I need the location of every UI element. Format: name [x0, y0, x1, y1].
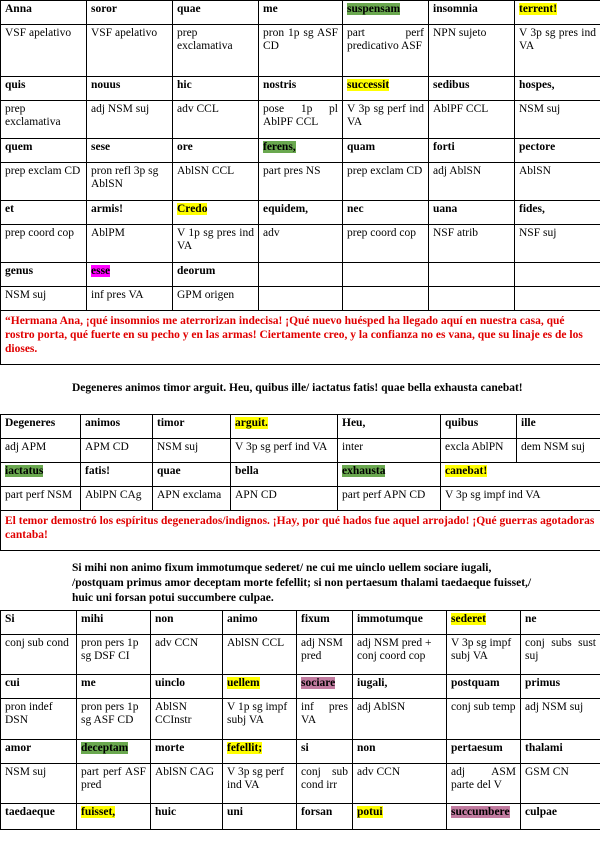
word-cell: fefellit; [223, 739, 297, 763]
analysis-cell: dem NSM suj [517, 439, 600, 463]
analysis-cell: adv CCN [353, 763, 447, 803]
word-cell: arguit. [231, 415, 338, 439]
word-cell: hic [173, 77, 259, 101]
analysis-cell: adj NSM pred [297, 635, 353, 675]
analysis-table-3 [0, 610, 600, 830]
table-row [1, 139, 600, 163]
analysis-cell: prep coord cop [343, 225, 429, 263]
word-cell: iactatus [1, 463, 81, 487]
word-cell: postquam [447, 675, 521, 699]
word-cell: uana [429, 201, 515, 225]
analysis-cell: VSF apelativo [1, 25, 87, 77]
table-row [1, 201, 600, 225]
analysis-cell: pron indef DSN [1, 699, 77, 739]
word-cell: ore [173, 139, 259, 163]
word-cell: quae [173, 1, 259, 25]
word-cell: Credo [173, 201, 259, 225]
word-cell: insomnia [429, 1, 515, 25]
analysis-cell: APN exclama [153, 487, 231, 511]
empty-cell [259, 263, 343, 287]
analysis-cell: AblSN CAG [151, 763, 223, 803]
table-row [1, 463, 600, 487]
word-cell: thalami [521, 739, 600, 763]
word-cell: primus [521, 675, 600, 699]
analysis-cell: adj ASM parte del V [447, 763, 521, 803]
word-cell: me [259, 1, 343, 25]
word-cell: et [1, 201, 87, 225]
word-cell: iugali, [353, 675, 447, 699]
word-cell: culpae [521, 803, 600, 829]
word-cell: sese [87, 139, 173, 163]
analysis-cell: adj AblSN [353, 699, 447, 739]
word-cell: huic [151, 803, 223, 829]
word-cell: amor [1, 739, 77, 763]
analysis-cell: AblSN CCL [223, 635, 297, 675]
word-cell: taedaeque [1, 803, 77, 829]
word-cell: terrent! [515, 1, 600, 25]
word-cell: fixum [297, 611, 353, 635]
analysis-cell: GSM CN [521, 763, 600, 803]
analysis-cell: prep exclamativa [173, 25, 259, 77]
word-cell: quis [1, 77, 87, 101]
word-cell: hospes, [515, 77, 600, 101]
word-cell: Si [1, 611, 77, 635]
table-row [1, 101, 600, 139]
word-cell: animos [81, 415, 153, 439]
latin-passage: Degeneres animos timor arguit. Heu, quibus ille/ iactatus fatis! quae bella exhausta canebat! [72, 382, 523, 394]
word-cell: equidem, [259, 201, 343, 225]
word-cell: cui [1, 675, 77, 699]
word-cell: genus [1, 263, 87, 287]
empty-cell [343, 287, 429, 311]
word-cell: animo [223, 611, 297, 635]
table-row [1, 163, 600, 201]
analysis-cell: adj NSM suj [87, 101, 173, 139]
table-row [1, 25, 600, 77]
analysis-cell: conj sub cond [1, 635, 77, 675]
word-cell: exhausta [338, 463, 441, 487]
empty-cell [259, 287, 343, 311]
analysis-cell: prep exclam CD [1, 163, 87, 201]
analysis-cell: AblPF CCL [429, 101, 515, 139]
analysis-cell: V 3p sg impf subj VA [447, 635, 521, 675]
table-row [1, 763, 600, 803]
word-cell: sederet [447, 611, 521, 635]
word-cell: quem [1, 139, 87, 163]
analysis-cell: NPN sujeto [429, 25, 515, 77]
empty-cell [429, 287, 515, 311]
analysis-table-1 [0, 0, 600, 365]
word-cell: canebat! [441, 463, 600, 487]
word-cell: suspensam [343, 1, 429, 25]
table-row [1, 635, 600, 675]
analysis-cell: adv [259, 225, 343, 263]
table-row [1, 77, 600, 101]
analysis-cell: conj sub temp [447, 699, 521, 739]
analysis-cell: V 3p sg pres ind VA [515, 25, 600, 77]
word-cell: bella [231, 463, 338, 487]
table-row [1, 675, 600, 699]
table-row [1, 415, 600, 439]
word-cell: sociare [297, 675, 353, 699]
word-cell: uni [223, 803, 297, 829]
word-cell: soror [87, 1, 173, 25]
word-cell: uinclo [151, 675, 223, 699]
translation-text: El temor demostró los espíritus degenerados/indignos. ¡Hay, por qué hados fue aquel arrojado! ¡Qué guerras agotadoras cantaba! [1, 511, 600, 551]
analysis-cell: AblPM [87, 225, 173, 263]
analysis-cell: adj APM [1, 439, 81, 463]
analysis-cell: part perf predicativo ASF [343, 25, 429, 77]
table-row [1, 739, 600, 763]
analysis-cell: adv CCL [173, 101, 259, 139]
analysis-cell: V 3p sg impf ind VA [441, 487, 600, 511]
word-cell: forsan [297, 803, 353, 829]
analysis-cell: NSM suj [1, 763, 77, 803]
analysis-cell: conj sub cond irr [297, 763, 353, 803]
analysis-cell: excla AblPN [441, 439, 517, 463]
word-cell: quam [343, 139, 429, 163]
analysis-cell: part perf NSM [1, 487, 81, 511]
analysis-cell: pron refl 3p sg AblSN [87, 163, 173, 201]
word-cell: ferens, [259, 139, 343, 163]
analysis-cell: APN CD [231, 487, 338, 511]
analysis-cell: pose 1p pl AblPF CCL [259, 101, 343, 139]
analysis-cell: inter [338, 439, 441, 463]
word-cell: uellem [223, 675, 297, 699]
analysis-cell: adj AblSN [429, 163, 515, 201]
word-cell: ne [521, 611, 600, 635]
translation-row [1, 311, 600, 365]
analysis-cell: AblSN CCInstr [151, 699, 223, 739]
translation-row [1, 511, 600, 551]
analysis-cell: APM CD [81, 439, 153, 463]
word-cell: mihi [77, 611, 151, 635]
word-cell: fides, [515, 201, 600, 225]
analysis-cell: part perf APN CD [338, 487, 441, 511]
table-row [1, 611, 600, 635]
analysis-cell: AblPN CAg [81, 487, 153, 511]
analysis-cell: adv CCN [151, 635, 223, 675]
table-row [1, 699, 600, 739]
table-row [1, 803, 600, 829]
analysis-cell: pron pers 1p sg ASF CD [77, 699, 151, 739]
analysis-cell: V 3p sg perf ind VA [343, 101, 429, 139]
analysis-cell: conj subs sust suj [521, 635, 600, 675]
word-cell: ille [517, 415, 600, 439]
empty-cell [515, 263, 600, 287]
analysis-cell: pron 1p sg ASF CD [259, 25, 343, 77]
analysis-cell: NSM suj [515, 101, 600, 139]
analysis-cell: prep exclamativa [1, 101, 87, 139]
word-cell: nostris [259, 77, 343, 101]
word-cell: pertaesum [447, 739, 521, 763]
empty-cell [343, 263, 429, 287]
analysis-cell: V 1p sg impf subj VA [223, 699, 297, 739]
table-row [1, 287, 600, 311]
analysis-cell: prep exclam CD [343, 163, 429, 201]
table-row [1, 1, 600, 25]
table-row [1, 263, 600, 287]
analysis-cell: inf pres VA [297, 699, 353, 739]
word-cell: fatis! [81, 463, 153, 487]
analysis-table-2 [0, 414, 600, 551]
table-row [1, 487, 600, 511]
word-cell: Heu, [338, 415, 441, 439]
word-cell: esse [87, 263, 173, 287]
analysis-cell: VSF apelativo [87, 25, 173, 77]
word-cell: quibus [441, 415, 517, 439]
analysis-cell: part perf ASF pred [77, 763, 151, 803]
analysis-cell: adj NSM pred + conj coord cop [353, 635, 447, 675]
word-cell: Anna [1, 1, 87, 25]
analysis-cell: NSM suj [153, 439, 231, 463]
word-cell: nouus [87, 77, 173, 101]
word-cell: fuisset, [77, 803, 151, 829]
word-cell: armis! [87, 201, 173, 225]
word-cell: non [151, 611, 223, 635]
empty-cell [515, 287, 600, 311]
analysis-cell: V 3p sg perf ind VA [231, 439, 338, 463]
word-cell: deorum [173, 263, 259, 287]
word-cell: potui [353, 803, 447, 829]
word-cell: nec [343, 201, 429, 225]
word-cell: me [77, 675, 151, 699]
analysis-cell: NSF atrib [429, 225, 515, 263]
analysis-cell: pron pers 1p sg DSF CI [77, 635, 151, 675]
word-cell: quae [153, 463, 231, 487]
analysis-cell: GPM origen [173, 287, 259, 311]
analysis-cell: V 1p sg pres ind VA [173, 225, 259, 263]
word-cell: successit [343, 77, 429, 101]
word-cell: non [353, 739, 447, 763]
word-cell: succumbere [447, 803, 521, 829]
analysis-cell: AblSN [515, 163, 600, 201]
latin-passage: Si mihi non animo fixum immotumque sederet/ ne cui me uinclo uellem sociare iugali, /postquam primus amor deceptam morte fefellit; si non pertaesum thalami taedaeque fuisset,/ huic uni forsan potui succumbere culpae. [72, 562, 532, 604]
analysis-cell: part pres NS [259, 163, 343, 201]
analysis-cell: NSF suj [515, 225, 600, 263]
word-cell: Degeneres [1, 415, 81, 439]
word-cell: timor [153, 415, 231, 439]
table-row [1, 225, 600, 263]
word-cell: morte [151, 739, 223, 763]
analysis-cell: prep coord cop [1, 225, 87, 263]
analysis-cell: V 3p sg perf ind VA [223, 763, 297, 803]
analysis-cell: AblSN CCL [173, 163, 259, 201]
word-cell: sedibus [429, 77, 515, 101]
analysis-cell: adj NSM suj [521, 699, 600, 739]
word-cell: immotumque [353, 611, 447, 635]
empty-cell [429, 263, 515, 287]
word-cell: si [297, 739, 353, 763]
analysis-cell: NSM suj [1, 287, 87, 311]
word-cell: pectore [515, 139, 600, 163]
analysis-cell: inf pres VA [87, 287, 173, 311]
word-cell: forti [429, 139, 515, 163]
translation-text: “Hermana Ana, ¡qué insomnios me aterrorizan indecisa! ¡Qué nuevo huésped ha llegado aquí en nuestra casa, qué rostro porta, qué fuerte en su pecho y en las armas! Ciertamente creo, y la confianza no es vana, que su linaje es de los dioses. [1, 311, 600, 365]
table-row [1, 439, 600, 463]
word-cell: deceptam [77, 739, 151, 763]
